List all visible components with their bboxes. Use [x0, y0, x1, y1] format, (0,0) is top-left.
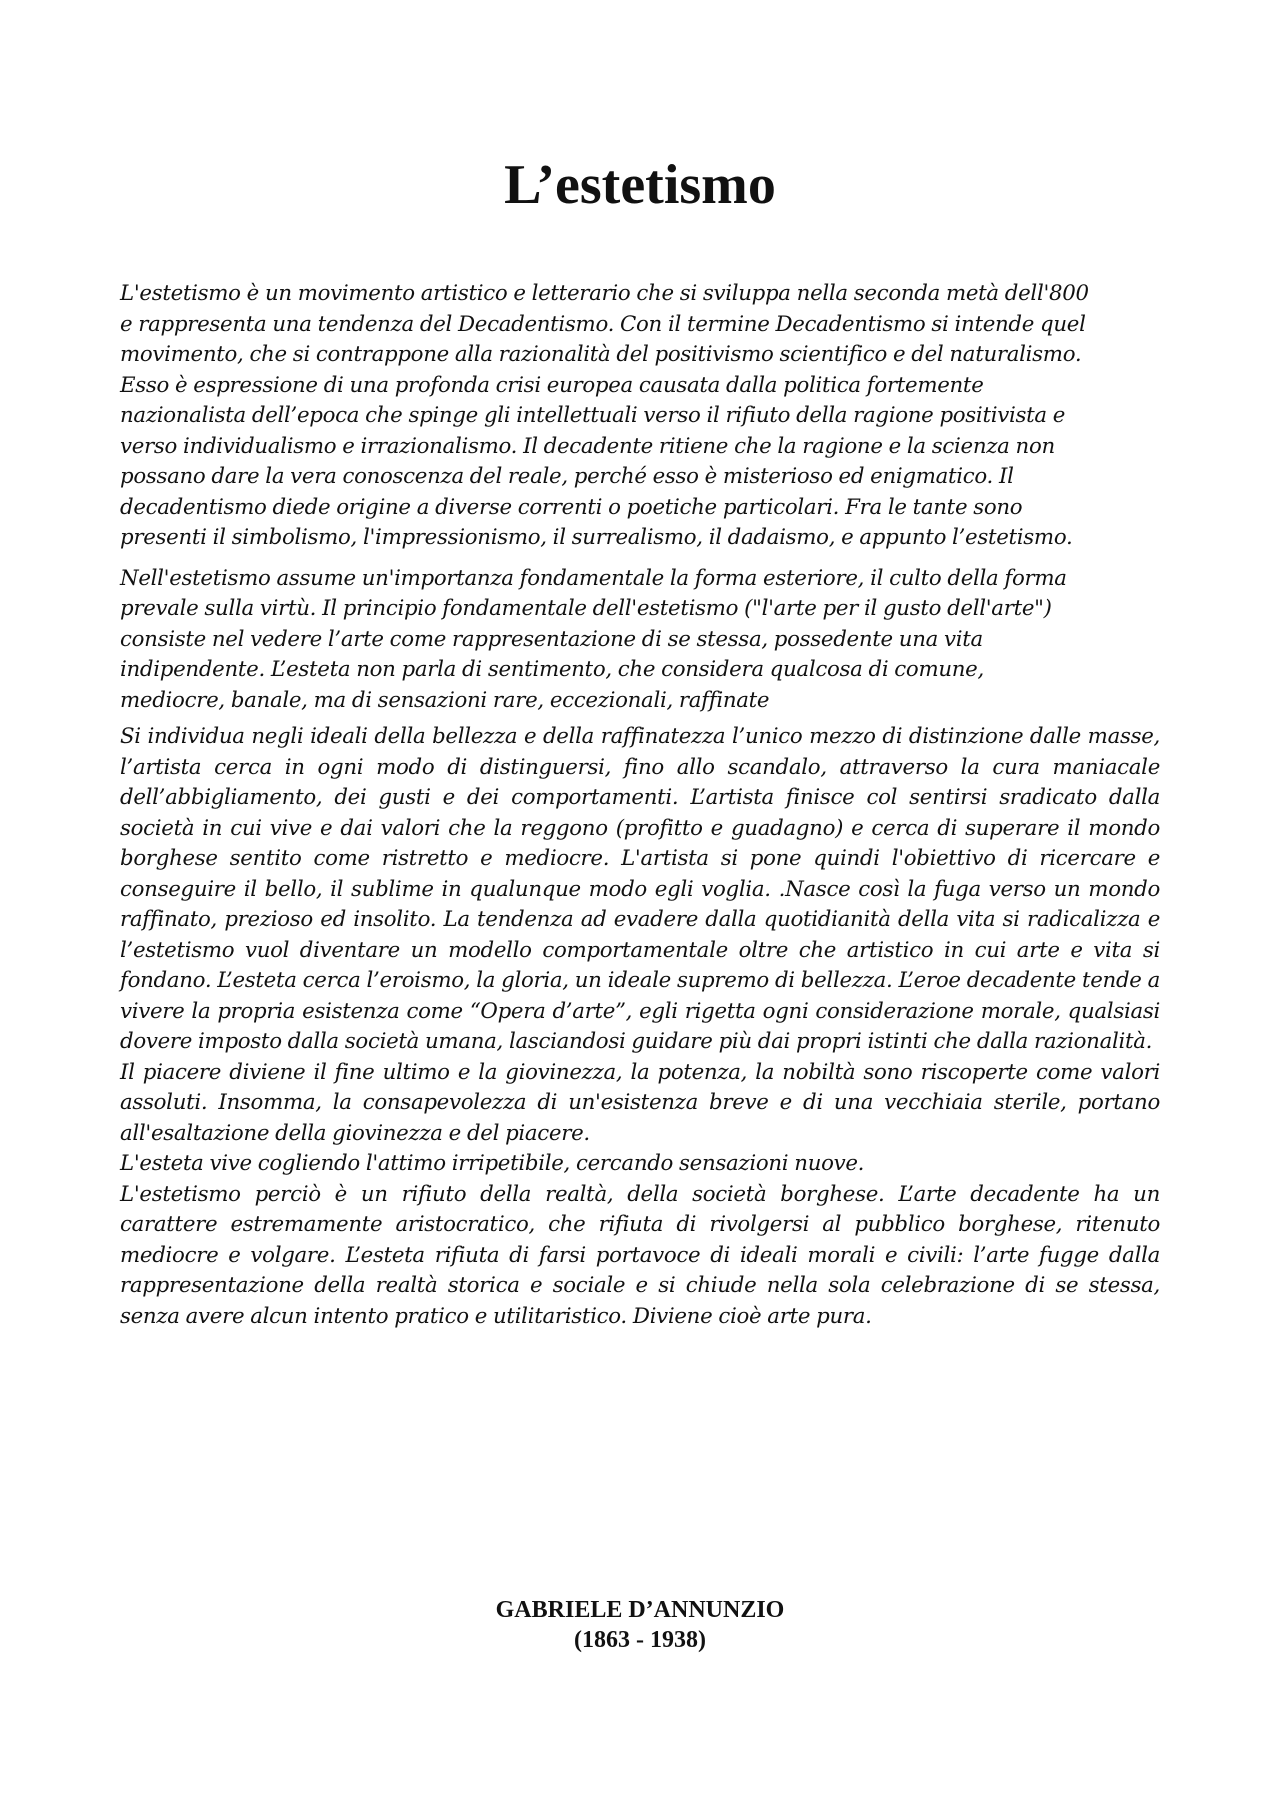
- text-line: presenti il simbolismo, l'impressionismo, il surrealismo, il dadaismo, e appunto l’estetismo.: [120, 525, 1073, 550]
- text-line: mediocre, banale, ma di sensazioni rare, eccezionali, raffinate: [120, 687, 770, 713]
- paragraph-pleasure: Il piacere diviene il fine ultimo e la giovinezza, la potenza, la nobiltà sono riscoperte come valori assoluti. Insomma, la consapevolezza di un'esistenza breve e di una vecchiaia sterile, portano all'esaltazione della giovinezza e del piacere.: [120, 1059, 1160, 1146]
- text-line: e rappresenta una tendenza del Decadentismo. Con il termine Decadentismo si intende quel: [120, 311, 1086, 337]
- text-line: prevale sulla virtù. Il principio fondamentale dell'estetismo ("l'arte per il gusto dell'arte"): [120, 596, 1052, 621]
- text-line: L'estetismo è un movimento artistico e letterario che si sviluppa nella seconda metà dell'800: [120, 281, 1089, 306]
- text-line: Esso è espressione di una profonda crisi europea causata dalla politica fortemente: [120, 372, 984, 398]
- text-line: verso individualismo e irrazionalismo. Il decadente ritiene che la ragione e la scienza non: [120, 433, 1055, 459]
- paragraph-moment: L'esteta vive cogliendo l'attimo irripetibile, cercando sensazioni nuove.: [120, 1151, 865, 1176]
- text-line: decadentismo diede origine a diverse correnti o poetiche particolari. Fra le tante sono: [120, 494, 1023, 520]
- text-line: nazionalista dell’epoca che spinge gli intellettuali verso il rifiuto della ragione positivista e: [120, 403, 1066, 428]
- text-line: movimento, che si contrappone alla razionalità del positivismo scientifico e del naturalismo.: [120, 342, 1082, 367]
- paragraph-intro: [120, 279, 1160, 554]
- author-name: GABRIELE D’ANNUNZIO: [495, 1597, 785, 1623]
- author-dates: (1863 - 1938): [574, 1627, 706, 1653]
- text-line: indipendente. L’esteta non parla di sentimento, che considera qualcosa di comune,: [120, 657, 984, 682]
- text-line: possano dare la vera conoscenza del reale, perché esso è misterioso ed enigmatico. Il: [120, 464, 1014, 489]
- paragraph-conclusion: L'estetismo perciò è un rifiuto della realtà, della società borghese. L’arte decadente ha un carattere estremamente aristocratico, che rifiuta di rivolgersi al pubblico borghese, ritenuto mediocre e volgare. L’esteta rifiuta di farsi portavoce di ideali morali e civili: l’arte fugge dalla rappresentazione della realtà storica e sociale e si chiude nella sola celebrazione di se stessa, senza avere alcun intento pratico e utilitaristico. Diviene cioè arte pura.: [120, 1181, 1160, 1329]
- paragraph-form: [120, 564, 1160, 717]
- text-line: consiste nel vedere l’arte come rappresentazione di se stessa, possedente una vita: [120, 626, 983, 652]
- author-footer: [0, 1595, 1280, 1655]
- page-title: L’estetismo: [504, 154, 776, 216]
- text-line: Nell'estetismo assume un'importanza fondamentale la forma esteriore, il culto della forma: [120, 565, 1067, 591]
- paragraph-artist: Si individua negli ideali della bellezza e della raffinatezza l’unico mezzo di distinzione dalle masse, l’artista cerca in ogni modo di distinguersi, fino allo scandalo, attraverso la cura maniacale dell’abbigliamento, dei gusti e dei comportamenti. L’artista finisce col sentirsi sradicato dalla società in cui vive e dai valori che la reggono (profitto e guadagno) e cerca di superare il mondo borghese sentito come ristretto e mediocre. L'artista si pone quindi l'obiettivo di ricercare e conseguire il bello, il sublime in qualunque modo egli voglia. .Nasce così la fuga verso un mondo raffinato, prezioso ed insolito. La tendenza ad evadere dalla quotidianità della vita si radicalizza e l’estetismo vuol diventare un modello comportamentale oltre che artistico in cui arte e vita si fondano. L’esteta cerca l’eroismo, la gloria, un ideale supremo di bellezza. L’eroe decadente tende a vivere la propria esistenza come “Opera d’arte”, egli rigetta ogni considerazione morale, qualsiasi dovere imposto dalla società umana, lasciandosi guidare più dai propri istinti che dalla razionalità.: [120, 724, 1160, 1054]
- document-body: [120, 279, 1160, 1332]
